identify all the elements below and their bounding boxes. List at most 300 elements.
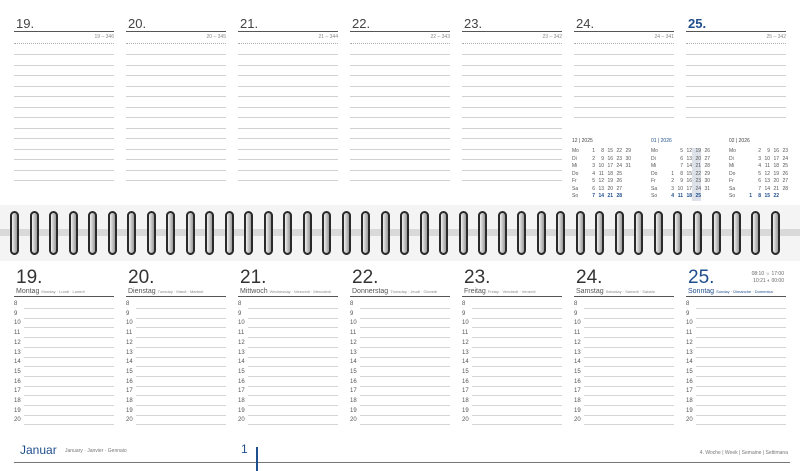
hour-line xyxy=(24,337,114,338)
calendar-day: 7 xyxy=(680,163,683,169)
day-rule xyxy=(574,31,674,32)
hour-line xyxy=(584,318,674,319)
hour-line xyxy=(472,308,562,309)
hour-label: 15 xyxy=(574,368,581,375)
hour-line xyxy=(472,327,562,328)
hour-line xyxy=(584,347,674,348)
hour-line xyxy=(24,327,114,328)
calendar-day: 29 xyxy=(625,148,631,154)
lower-day-column xyxy=(686,261,786,441)
calendar-day: 9 xyxy=(680,178,683,184)
calendar-day: 17 xyxy=(686,185,692,192)
day-of-year: 19 – 346 xyxy=(94,34,114,40)
day-number: 21. xyxy=(240,16,259,31)
hour-label: 15 xyxy=(462,368,469,375)
calendar-day: 20 xyxy=(607,185,613,192)
hour-line xyxy=(472,415,562,416)
day-number: 25. xyxy=(688,267,715,288)
writing-line xyxy=(350,149,450,150)
writing-line xyxy=(686,107,786,108)
hour-line xyxy=(248,357,338,358)
calendar-day: 25 xyxy=(616,170,622,177)
spiral-loop xyxy=(244,211,253,255)
calendar-day: 26 xyxy=(704,148,710,154)
hour-label: 14 xyxy=(238,359,245,366)
day-name-translations: Saturday · Samedi · Sabato xyxy=(605,289,655,294)
weekday-label: Mo xyxy=(572,148,579,154)
calendar-day xyxy=(622,186,631,194)
calendar-day: 18 xyxy=(607,170,613,177)
writing-line xyxy=(462,170,562,171)
writing-line xyxy=(238,159,338,160)
hour-label: 8 xyxy=(238,301,242,307)
hour-label: 13 xyxy=(350,349,357,356)
hour-line xyxy=(584,395,674,396)
hour-label: 10 xyxy=(126,320,133,327)
calendar-day: 20 xyxy=(692,156,701,164)
spiral-loop xyxy=(361,211,370,255)
hour-label: 20 xyxy=(574,417,581,424)
calendar-day: 12 xyxy=(686,148,692,154)
hour-label: 20 xyxy=(238,417,245,424)
hour-line xyxy=(472,357,562,358)
hour-line xyxy=(472,395,562,396)
weekday-label: Do xyxy=(729,170,736,177)
hour-label: 19 xyxy=(126,407,133,414)
hour-line xyxy=(472,405,562,406)
writing-line xyxy=(238,170,338,171)
spiral-loop xyxy=(49,211,58,255)
writing-line xyxy=(238,149,338,150)
time-line: 10:21 ◐ 00:00 xyxy=(753,278,784,284)
hour-label: 14 xyxy=(126,359,133,366)
hour-line xyxy=(248,366,338,367)
hour-line xyxy=(136,415,226,416)
hour-label: 15 xyxy=(238,368,245,375)
calendar-day xyxy=(665,148,674,156)
calendar-day: 21 xyxy=(692,163,701,171)
day-of-year: 24 – 341 xyxy=(654,34,674,40)
dotted-rule xyxy=(462,43,562,44)
hour-label: 18 xyxy=(350,398,357,404)
day-name xyxy=(16,288,85,295)
month-title: Januar xyxy=(20,443,57,457)
writing-line xyxy=(462,138,562,139)
hour-label: 17 xyxy=(462,388,469,395)
hour-label: 12 xyxy=(126,339,133,346)
writing-line xyxy=(126,117,226,118)
hour-line xyxy=(248,308,338,309)
hour-label: 17 xyxy=(574,388,581,395)
calendar-header: 02 | 2026 xyxy=(729,138,750,144)
hour-label: 12 xyxy=(462,339,469,346)
writing-line xyxy=(126,65,226,66)
hour-label: 10 xyxy=(350,320,357,327)
calendar-day: 4 xyxy=(671,193,674,199)
writing-line xyxy=(350,75,450,76)
day-number: 20. xyxy=(128,16,147,31)
day-name xyxy=(688,288,773,295)
day-name xyxy=(576,288,655,295)
footer-line xyxy=(14,462,790,463)
spiral-loop xyxy=(127,211,136,255)
calendar-day: 22 xyxy=(773,193,779,199)
calendar-day: 23 xyxy=(782,148,788,154)
hour-label: 18 xyxy=(462,398,469,404)
hour-line xyxy=(696,405,786,406)
dotted-rule xyxy=(686,43,786,44)
hour-line xyxy=(136,318,226,319)
upper-day-column xyxy=(14,0,114,205)
day-name xyxy=(352,288,437,295)
calendar-day: 23 xyxy=(692,178,701,186)
weekday-label: Di xyxy=(651,155,656,162)
day-rule xyxy=(350,296,450,297)
hour-line xyxy=(584,415,674,416)
day-rule xyxy=(462,296,562,297)
hour-label: 12 xyxy=(686,339,693,346)
calendar-day: 22 xyxy=(616,148,622,154)
writing-line xyxy=(462,107,562,108)
day-name xyxy=(240,288,331,295)
hour-line xyxy=(696,308,786,309)
hour-line xyxy=(248,376,338,377)
calendar-row xyxy=(729,193,800,201)
hour-label: 17 xyxy=(350,388,357,395)
hour-line xyxy=(136,386,226,387)
dotted-rule xyxy=(574,43,674,44)
calendar-day: 3 xyxy=(592,163,595,169)
calendar-day: 8 xyxy=(601,148,604,154)
hour-label: 19 xyxy=(14,407,21,414)
calendar-day: 25 xyxy=(692,193,701,201)
spiral-loop xyxy=(634,211,643,255)
spiral-loop xyxy=(693,211,702,255)
calendar-day: 12 xyxy=(764,170,770,177)
hour-line xyxy=(696,376,786,377)
calendar-day: 24 xyxy=(692,186,701,194)
month-translations: January · Janvier · Gennaio xyxy=(65,448,127,454)
calendar-day xyxy=(701,193,710,201)
hour-label: 16 xyxy=(14,378,21,385)
hour-label: 8 xyxy=(686,301,690,307)
day-number: 24. xyxy=(576,267,603,288)
spiral-loop xyxy=(225,211,234,255)
calendar-row xyxy=(729,186,800,194)
hour-line xyxy=(136,405,226,406)
hour-label: 11 xyxy=(238,330,245,337)
writing-line xyxy=(238,86,338,87)
writing-line xyxy=(350,128,450,129)
hour-line xyxy=(584,386,674,387)
calendar-day: 15 xyxy=(764,193,770,199)
writing-line xyxy=(462,96,562,97)
writing-line xyxy=(686,54,786,55)
hour-line xyxy=(24,424,114,425)
writing-line xyxy=(686,117,786,118)
hour-line xyxy=(696,337,786,338)
spiral-loop xyxy=(400,211,409,255)
lower-day-column xyxy=(14,261,114,441)
hour-line xyxy=(248,347,338,348)
hour-line xyxy=(136,347,226,348)
weekday-label: So xyxy=(729,193,736,199)
hour-line xyxy=(24,415,114,416)
hour-line xyxy=(248,327,338,328)
spiral-loop xyxy=(595,211,604,255)
spiral-loop xyxy=(108,211,117,255)
calendar-day: 7 xyxy=(758,185,761,192)
hour-label: 15 xyxy=(350,368,357,375)
hour-line xyxy=(584,405,674,406)
calendar-day: 10 xyxy=(764,155,770,162)
spiral-loop xyxy=(420,211,429,255)
writing-line xyxy=(14,128,114,129)
calendar-day xyxy=(665,163,674,171)
hour-line xyxy=(360,327,450,328)
weekday-label: Fr xyxy=(572,178,577,184)
writing-line xyxy=(350,159,450,160)
writing-line xyxy=(14,180,114,181)
hour-label: 18 xyxy=(126,398,133,404)
hour-label: 16 xyxy=(238,378,245,385)
calendar-day: 24 xyxy=(782,155,788,162)
hour-line xyxy=(248,405,338,406)
calendar-day: 14 xyxy=(764,185,770,192)
writing-line xyxy=(462,65,562,66)
day-number: 25. xyxy=(688,16,707,31)
day-number: 21. xyxy=(240,267,267,288)
day-rule xyxy=(350,31,450,32)
hour-label: 19 xyxy=(462,407,469,414)
hour-label: 19 xyxy=(238,407,245,414)
spiral-loop xyxy=(10,211,19,255)
writing-line xyxy=(238,65,338,66)
writing-line xyxy=(126,149,226,150)
writing-line xyxy=(574,65,674,66)
calendar-day: 13 xyxy=(764,178,770,184)
hour-line xyxy=(472,337,562,338)
writing-line xyxy=(462,128,562,129)
writing-line xyxy=(574,96,674,97)
spiral-loop xyxy=(205,211,214,255)
calendar-day: 30 xyxy=(704,178,710,184)
hour-label: 10 xyxy=(238,320,245,327)
hour-line xyxy=(360,347,450,348)
calendar-row xyxy=(729,156,800,164)
hour-label: 11 xyxy=(350,330,357,337)
hour-label: 8 xyxy=(574,301,578,307)
hour-label: 14 xyxy=(686,359,693,366)
writing-line xyxy=(14,107,114,108)
hour-line xyxy=(248,415,338,416)
weekday-label: Mi xyxy=(729,163,735,169)
calendar-day: 10 xyxy=(677,185,683,192)
hour-label: 16 xyxy=(126,378,133,385)
hour-line xyxy=(696,357,786,358)
weekday-label: Sa xyxy=(651,185,658,192)
calendar-day: 29 xyxy=(704,170,710,177)
calendar-day: 11 xyxy=(764,163,770,169)
spiral-loop xyxy=(303,211,312,255)
writing-line xyxy=(462,159,562,160)
writing-line xyxy=(686,96,786,97)
calendar-day: 3 xyxy=(758,155,761,162)
calendar-row xyxy=(729,148,800,156)
calendar-day: 28 xyxy=(704,163,710,169)
hour-line xyxy=(584,376,674,377)
hour-label: 16 xyxy=(350,378,357,385)
hour-line xyxy=(136,376,226,377)
spiral-loop xyxy=(712,211,721,255)
hour-label: 8 xyxy=(462,301,466,307)
calendar-day xyxy=(743,186,752,194)
lower-day-column xyxy=(238,261,338,441)
calendar-day: 13 xyxy=(598,185,604,192)
spiral-loop xyxy=(166,211,175,255)
spiral-loop xyxy=(556,211,565,255)
hour-label: 11 xyxy=(126,330,133,337)
hour-line xyxy=(136,308,226,309)
calendar-day: 21 xyxy=(773,185,779,192)
calendar-day xyxy=(622,193,631,201)
day-number: 23. xyxy=(464,267,491,288)
day-of-year: 21 – 344 xyxy=(318,34,338,40)
writing-line xyxy=(350,86,450,87)
hour-label: 17 xyxy=(14,388,21,395)
calendar-day xyxy=(743,163,752,171)
hour-label: 13 xyxy=(574,349,581,356)
hour-line xyxy=(696,395,786,396)
day-name-label: Freitag xyxy=(464,288,486,295)
hour-label: 12 xyxy=(238,339,245,346)
calendar-day: 12 xyxy=(598,178,604,184)
hour-line xyxy=(360,424,450,425)
hour-label: 18 xyxy=(574,398,581,404)
calendar-day xyxy=(622,178,631,186)
calendar-day: 9 xyxy=(601,155,604,162)
writing-line xyxy=(126,75,226,76)
hour-line xyxy=(360,308,450,309)
day-name-label: Dienstag xyxy=(128,288,156,295)
spiral-loop xyxy=(381,211,390,255)
hour-line xyxy=(136,327,226,328)
footer xyxy=(0,440,800,471)
day-name-translations: Wednesday · Mercredi · Mercoledì xyxy=(269,289,331,294)
calendar-day: 28 xyxy=(782,185,788,192)
hour-line xyxy=(696,415,786,416)
hour-line xyxy=(360,357,450,358)
writing-line xyxy=(14,54,114,55)
upper-day-column xyxy=(238,0,338,205)
calendar-day xyxy=(779,193,788,201)
calendar-day: 4 xyxy=(592,170,595,177)
spiral-loop xyxy=(342,211,351,255)
writing-line xyxy=(574,86,674,87)
day-rule xyxy=(14,31,114,32)
writing-line xyxy=(238,54,338,55)
hour-label: 8 xyxy=(126,301,130,307)
writing-line xyxy=(126,96,226,97)
hour-line xyxy=(696,347,786,348)
spiral-loop xyxy=(459,211,468,255)
day-number: 22. xyxy=(352,16,371,31)
calendar-day: 19 xyxy=(692,148,701,156)
hour-line xyxy=(248,386,338,387)
day-name-translations: Tuesday · Mardi · Martedì xyxy=(157,289,204,294)
day-name-translations: Thursday · Jeudi · Giovedì xyxy=(390,289,438,294)
weekday-label: Mo xyxy=(651,148,658,154)
hour-label: 19 xyxy=(574,407,581,414)
spiral-loop xyxy=(654,211,663,255)
day-rule xyxy=(14,296,114,297)
hour-label: 20 xyxy=(686,417,693,424)
hour-label: 10 xyxy=(462,320,469,327)
hour-line xyxy=(472,424,562,425)
writing-line xyxy=(350,180,450,181)
hour-label: 12 xyxy=(574,339,581,346)
spiral-loop xyxy=(69,211,78,255)
spiral-loop xyxy=(673,211,682,255)
hour-line xyxy=(360,366,450,367)
day-rule xyxy=(686,296,786,297)
weekday-label: Mi xyxy=(651,163,657,169)
hour-label: 16 xyxy=(574,378,581,385)
writing-line xyxy=(574,117,674,118)
hour-line xyxy=(24,386,114,387)
calendar-day: 17 xyxy=(607,163,613,169)
calendar-day: 26 xyxy=(782,170,788,177)
calendar-day: 2 xyxy=(671,178,674,184)
spiral-loop xyxy=(322,211,331,255)
hour-line xyxy=(24,347,114,348)
calendar-day xyxy=(743,156,752,164)
writing-line xyxy=(126,159,226,160)
spiral-loop xyxy=(264,211,273,255)
hour-label: 16 xyxy=(686,378,693,385)
calendar-day: 31 xyxy=(625,163,631,169)
calendar-day: 25 xyxy=(782,163,788,169)
calendar-day: 19 xyxy=(773,170,779,177)
hour-label: 12 xyxy=(350,339,357,346)
hour-label: 11 xyxy=(574,330,581,337)
calendar-day: 16 xyxy=(686,178,692,184)
spiral-loop xyxy=(498,211,507,255)
writing-line xyxy=(238,75,338,76)
upper-day-column xyxy=(462,0,562,205)
hour-label: 17 xyxy=(686,388,693,395)
writing-line xyxy=(574,75,674,76)
hour-label: 18 xyxy=(686,398,693,404)
writing-line xyxy=(126,138,226,139)
writing-line xyxy=(14,159,114,160)
hour-label: 13 xyxy=(238,349,245,356)
hour-line xyxy=(24,357,114,358)
writing-line xyxy=(686,75,786,76)
hour-line xyxy=(696,318,786,319)
writing-line xyxy=(238,96,338,97)
hour-label: 9 xyxy=(574,310,578,317)
writing-line xyxy=(238,180,338,181)
calendar-day: 3 xyxy=(671,185,674,192)
hour-line xyxy=(136,366,226,367)
weekday-label: Do xyxy=(651,170,658,177)
calendar-day: 5 xyxy=(680,148,683,154)
calendar-day: 8 xyxy=(680,170,683,177)
calendar-day: 22 xyxy=(692,171,701,179)
hour-line xyxy=(360,395,450,396)
calendar-day: 11 xyxy=(598,170,604,177)
